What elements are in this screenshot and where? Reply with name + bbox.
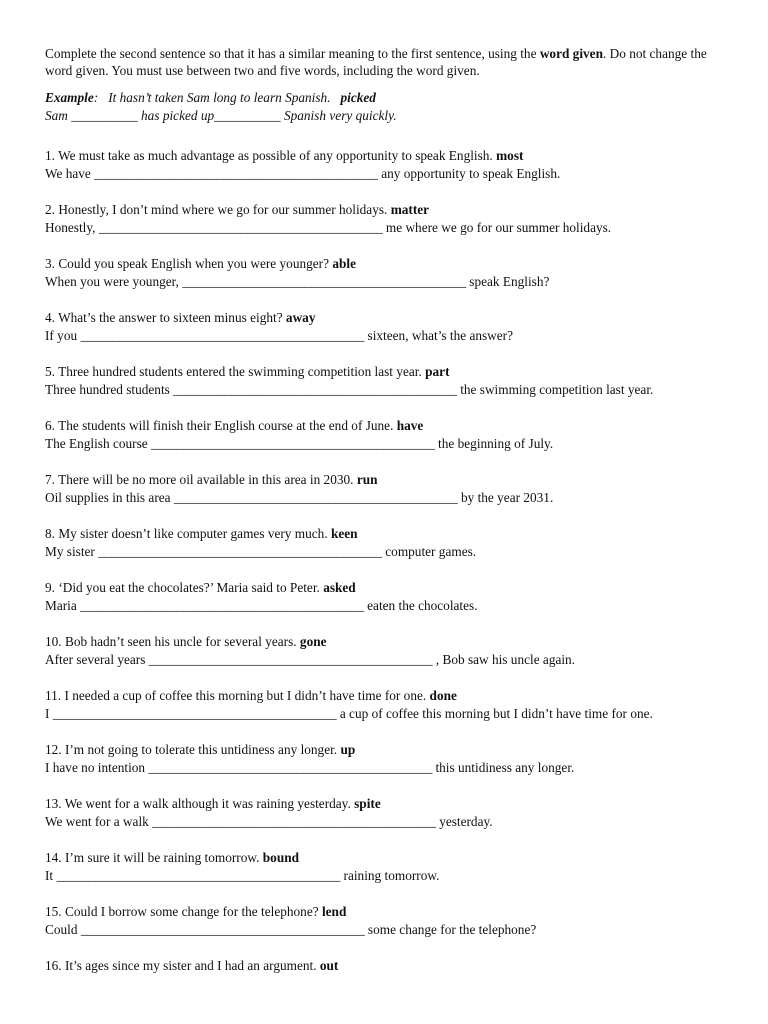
answer-end: the swimming competition last year. (460, 382, 654, 397)
exercise-answer-line (45, 165, 735, 183)
answer-end: raining tomorrow. (343, 868, 440, 883)
exercise-sentence: What’s the answer to sixteen minus eight? (58, 310, 283, 325)
key-word: keen (330, 526, 358, 541)
exercise-prompt (45, 579, 735, 597)
exercise-answer-line (45, 381, 735, 399)
answer-end: some change for the telephone? (367, 922, 537, 937)
exercise-item (45, 741, 735, 795)
answer-start: If you (45, 328, 78, 343)
exercise-prompt (45, 201, 735, 219)
key-word: most (496, 148, 524, 163)
exercise-number: 7. (45, 472, 55, 487)
key-word: asked (323, 580, 356, 595)
answer-start: I (45, 706, 50, 721)
key-word: done (429, 688, 457, 703)
exercise-sentence: My sister doesn’t like computer games very much. (58, 526, 328, 541)
exercise-answer-line (45, 543, 735, 561)
key-word: bound (262, 850, 300, 865)
exercise-item (45, 471, 735, 525)
answer-blank[interactable]: ____________________________________________ (80, 328, 365, 343)
example-sentence: It hasn’t taken Sam long to learn Spanish. (108, 90, 331, 105)
answer-blank[interactable]: ____________________________________________ (98, 544, 382, 559)
exercise-answer-line (45, 921, 735, 939)
exercise-number: 14. (45, 850, 62, 865)
answer-end: computer games. (385, 544, 477, 559)
key-word: run (356, 472, 378, 487)
exercise-number: 8. (45, 526, 55, 541)
answer-start: It (45, 868, 54, 883)
exercise-sentence: There will be no more oil available in this area in 2030. (58, 472, 354, 487)
answer-blank[interactable]: ____________________________________________ (52, 706, 337, 721)
exercise-prompt (45, 525, 735, 543)
worksheet-page (45, 45, 735, 1011)
exercise-sentence: Could I borrow some change for the telephone? (64, 904, 319, 919)
answer-end: sixteen, what’s the answer? (367, 328, 514, 343)
example-label: Example (45, 90, 94, 105)
answer-end: yesterday. (439, 814, 493, 829)
exercise-item (45, 525, 735, 579)
exercise-prompt (45, 471, 735, 489)
answer-start: The English course (45, 436, 148, 451)
exercise-sentence: Three hundred students entered the swimming competition last year. (58, 364, 422, 379)
key-word: gone (299, 634, 327, 649)
exercise-prompt (45, 363, 735, 381)
key-word: up (340, 742, 356, 757)
exercise-item (45, 903, 735, 957)
exercise-answer-line (45, 489, 735, 507)
exercise-list (45, 147, 735, 1011)
exercise-prompt (45, 255, 735, 273)
answer-start: After several years (45, 652, 146, 667)
exercise-sentence: The students will finish their English course at the end of June. (58, 418, 394, 433)
instructions (45, 45, 735, 79)
exercise-number: 9. (45, 580, 55, 595)
exercise-item (45, 633, 735, 687)
exercise-prompt (45, 849, 735, 867)
exercise-number: 12. (45, 742, 62, 757)
example-prompt (45, 89, 735, 107)
exercise-sentence: ‘Did you eat the chocolates?’ Maria said to Peter. (58, 580, 320, 595)
answer-blank[interactable]: ____________________________________________ (148, 652, 433, 667)
exercise-sentence: Bob hadn’t seen his uncle for several years. (64, 634, 297, 649)
answer-blank[interactable]: ____________________________________________ (173, 490, 458, 505)
answer-start: Maria (45, 598, 77, 613)
exercise-number: 3. (45, 256, 55, 271)
answer-blank[interactable]: ____________________________________________ (182, 274, 466, 289)
exercise-sentence: I needed a cup of coffee this morning but I didn’t have time for one. (64, 688, 427, 703)
exercise-prompt (45, 147, 735, 165)
exercise-prompt (45, 903, 735, 921)
exercise-number: 16. (45, 958, 62, 973)
exercise-answer-line (45, 867, 735, 885)
example-word: picked (340, 90, 376, 105)
answer-end: by the year 2031. (460, 490, 554, 505)
exercise-answer-line (45, 273, 735, 291)
exercise-sentence: I’m sure it will be raining tomorrow. (64, 850, 260, 865)
answer-end: the beginning of July. (438, 436, 554, 451)
answer-start: My sister (45, 544, 95, 559)
answer-end: speak English? (469, 274, 550, 289)
instructions-text-after: . Do not change the word given. You must use between two and five words, including the word given. (45, 46, 707, 78)
answer-blank[interactable]: ____________________________________________ (98, 220, 383, 235)
answer-end: , Bob saw his uncle again. (435, 652, 576, 667)
exercise-item (45, 363, 735, 417)
instructions-text-before: Complete the second sentence so that it has a similar meaning to the first sentence, using the (45, 46, 540, 61)
exercise-item (45, 147, 735, 201)
answer-blank[interactable]: ____________________________________________ (80, 598, 364, 613)
exercise-number: 11. (45, 688, 62, 703)
exercise-sentence: I’m not going to tolerate this untidiness any longer. (64, 742, 338, 757)
key-word: matter (390, 202, 430, 217)
exercise-item (45, 579, 735, 633)
exercise-prompt (45, 795, 735, 813)
answer-start: We have (45, 166, 91, 181)
answer-blank[interactable]: ____________________________________________ (94, 166, 378, 181)
exercise-answer-line (45, 435, 735, 453)
exercise-prompt (45, 417, 735, 435)
exercise-number: 15. (45, 904, 62, 919)
exercise-item (45, 417, 735, 471)
exercise-number: 1. (45, 148, 55, 163)
exercise-number: 6. (45, 418, 55, 433)
answer-blank[interactable]: ____________________________________________ (152, 814, 436, 829)
key-word: out (319, 958, 339, 973)
answer-start: When you were younger, (45, 274, 179, 289)
exercise-number: 13. (45, 796, 62, 811)
key-word: part (425, 364, 450, 379)
exercise-sentence: It’s ages since my sister and I had an argument. (64, 958, 317, 973)
example-answer: Sam __________ has picked up__________ Spanish very quickly. (45, 108, 397, 123)
exercise-prompt (45, 957, 735, 975)
exercise-item (45, 957, 735, 1011)
exercise-sentence: We must take as much advantage as possible of any opportunity to speak English. (58, 148, 493, 163)
exercise-item (45, 255, 735, 309)
answer-blank[interactable]: ____________________________________________ (173, 382, 457, 397)
exercise-prompt (45, 741, 735, 759)
answer-end: me where we go for our summer holidays. (385, 220, 612, 235)
exercise-item (45, 201, 735, 255)
answer-start: Oil supplies in this area (45, 490, 171, 505)
answer-start: I have no intention (45, 760, 146, 775)
answer-start: Honestly, (45, 220, 96, 235)
example-colon: : (93, 90, 99, 105)
exercise-sentence: Honestly, I don’t mind where we go for our summer holidays. (58, 202, 388, 217)
answer-start: We went for a walk (45, 814, 149, 829)
answer-blank[interactable]: ____________________________________________ (150, 436, 435, 451)
exercise-prompt (45, 309, 735, 327)
key-word: able (332, 256, 356, 271)
answer-blank[interactable]: ____________________________________________ (148, 760, 433, 775)
exercise-sentence: We went for a walk although it was raining yesterday. (64, 796, 351, 811)
exercise-answer-line (45, 327, 735, 345)
exercise-item (45, 309, 735, 363)
answer-end: this untidiness any longer. (435, 760, 575, 775)
key-word: have (396, 418, 424, 433)
answer-end: eaten the chocolates. (367, 598, 478, 613)
exercise-number: 10. (45, 634, 62, 649)
exercise-number: 4. (45, 310, 55, 325)
answer-blank[interactable]: ____________________________________________ (56, 868, 341, 883)
answer-blank[interactable]: ____________________________________________ (80, 922, 365, 937)
exercise-prompt (45, 687, 735, 705)
answer-start: Could (45, 922, 78, 937)
answer-start: Three hundred students (45, 382, 170, 397)
instructions-emphasis: word given (539, 46, 603, 61)
key-word: spite (354, 796, 381, 811)
exercise-answer-line (45, 813, 735, 831)
exercise-prompt (45, 633, 735, 651)
exercise-number: 2. (45, 202, 55, 217)
key-word: away (285, 310, 316, 325)
exercise-item (45, 849, 735, 903)
exercise-answer-line (45, 759, 735, 777)
exercise-answer-line (45, 651, 735, 669)
exercise-item (45, 795, 735, 849)
exercise-answer-line (45, 705, 735, 723)
example-block (45, 89, 735, 125)
exercise-number: 5. (45, 364, 55, 379)
exercise-item (45, 687, 735, 741)
exercise-answer-line (45, 219, 735, 237)
exercise-sentence: Could you speak English when you were younger? (58, 256, 329, 271)
answer-end: any opportunity to speak English. (381, 166, 561, 181)
key-word: lend (321, 904, 347, 919)
exercise-answer-line (45, 597, 735, 615)
answer-end: a cup of coffee this morning but I didn’t have time for one. (339, 706, 653, 721)
